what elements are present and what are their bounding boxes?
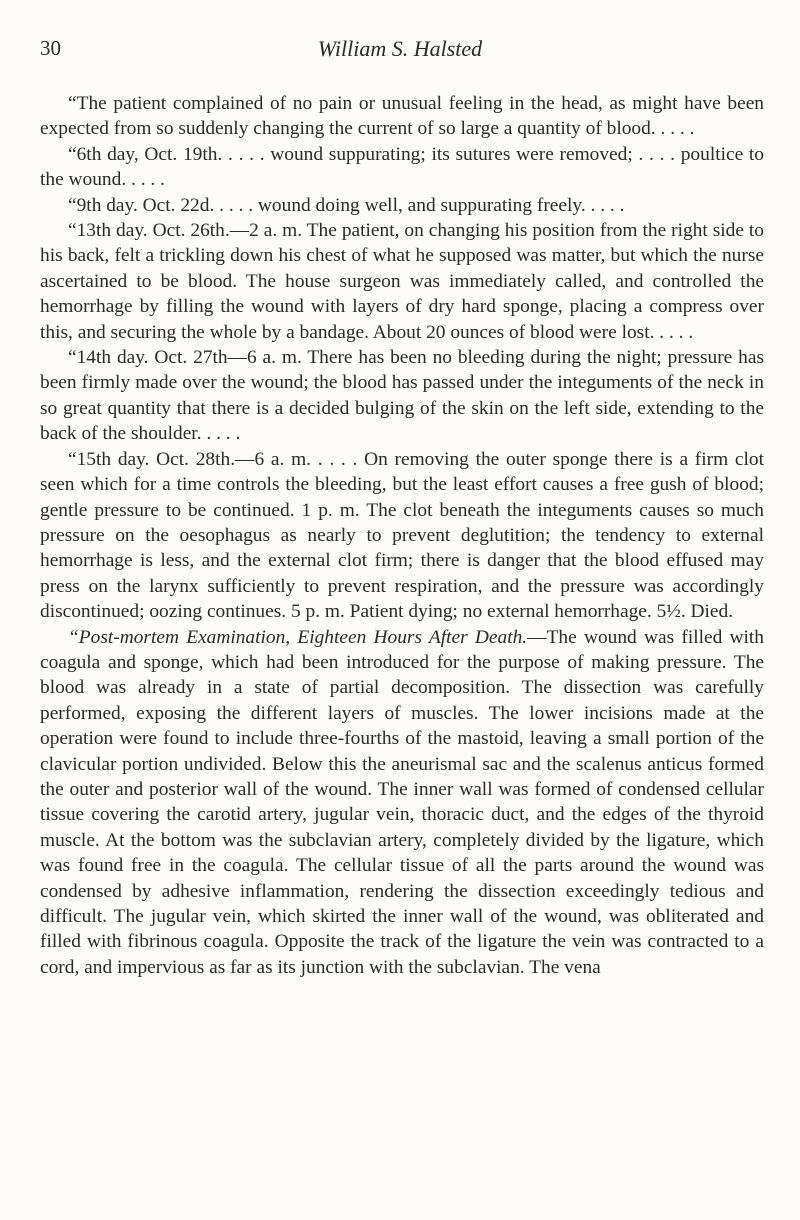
running-head: William S. Halsted <box>317 36 483 61</box>
paragraph-post-mortem <box>40 625 764 981</box>
body-text <box>40 91 764 980</box>
page-header <box>40 36 760 66</box>
page-number: 30 <box>40 36 61 60</box>
paragraph-6th-day: “6th day, Oct. 19th. . . . . wound suppurating; its sutures were removed; . . . . poultice to the wound. . . . . <box>40 143 764 191</box>
paragraph-15th-day: “15th day. Oct. 28th.—6 a. m. . . . . On removing the outer sponge there is a firm clot seen which for a time controls the bleeding, but the least effort causes a free gush of blood; gentle pressure to be continued. 1 p. m. The clot beneath the integuments causes so much pressure on the oesophagus as nearly to prevent deglutition; the tendency to external hemorrhage is less, and the external clot firm; there is danger that the blood effused may press on the larynx sufficiently to prevent respiration, and the pressure was accordingly discontinued; oozing continues. 5 p. m. Patient dying; no external hemorrhage. 5½. Died. <box>40 448 764 623</box>
post-mortem-heading: “Post-mortem Examination, Eighteen Hours After Death. <box>68 626 528 648</box>
post-mortem-text: —The wound was filled with coagula and sponge, which had been introduced for the purpose of making pressure. The blood was already in a state of partial decomposition. The dissection was carefully performed, exposing the different layers of muscles. The lower incisions made at the operation were found to include three-fourths of the mastoid, leaving a small portion of the clavicular portion undivided. Below this the aneurismal sac and the scalenus anticus formed the outer and posterior wall of the wound. The inner wall was formed of condensed cellular tissue covering the carotid artery, jugular vein, thoracic duct, and the edges of the thyroid muscle. At the bottom was the subclavian artery, completely divided by the ligature, which was found free in the coagula. The cellular tissue of all the parts around the wound was condensed by adhesive inflammation, rendering the dissection exceedingly tedious and difficult. The jugular vein, which skirted the inner wall of the wound, was obliterated and filled with fibrinous coagula. Opposite the track of the ligature the vein was contracted to a cord, and impervious as far as its junction with the subclavian. The vena <box>40 626 765 978</box>
paragraph-14th-day: “14th day. Oct. 27th—6 a. m. There has been no bleeding during the night; pressure has been firmly made over the wound; the blood has passed under the integuments of the neck in so great quantity that there is a decided bulging of the skin on the left side, extending to the back of the shoulder. . . . . <box>40 347 764 445</box>
paragraph-13th-day: “13th day. Oct. 26th.—2 a. m. The patient, on changing his position from the right side to his back, felt a trickling down his chest of what he supposed was matter, but which the nurse ascertained to be blood. The house surgeon was immediately called, and controlled the hemorrhage by filling the wound with layers of dry hard sponge, placing a compress over this, and securing the whole by a bandage. About 20 ounces of blood were lost. . . . . <box>40 220 764 343</box>
paragraph-9th-day: “9th day. Oct. 22d. . . . . wound doing well, and suppurating freely. . . . . <box>68 194 625 216</box>
paragraph-no-pain: “The patient complained of no pain or unusual feeling in the head, as might have been expected from so suddenly changing the current of so large a quantity of blood. . . . . <box>40 93 764 140</box>
